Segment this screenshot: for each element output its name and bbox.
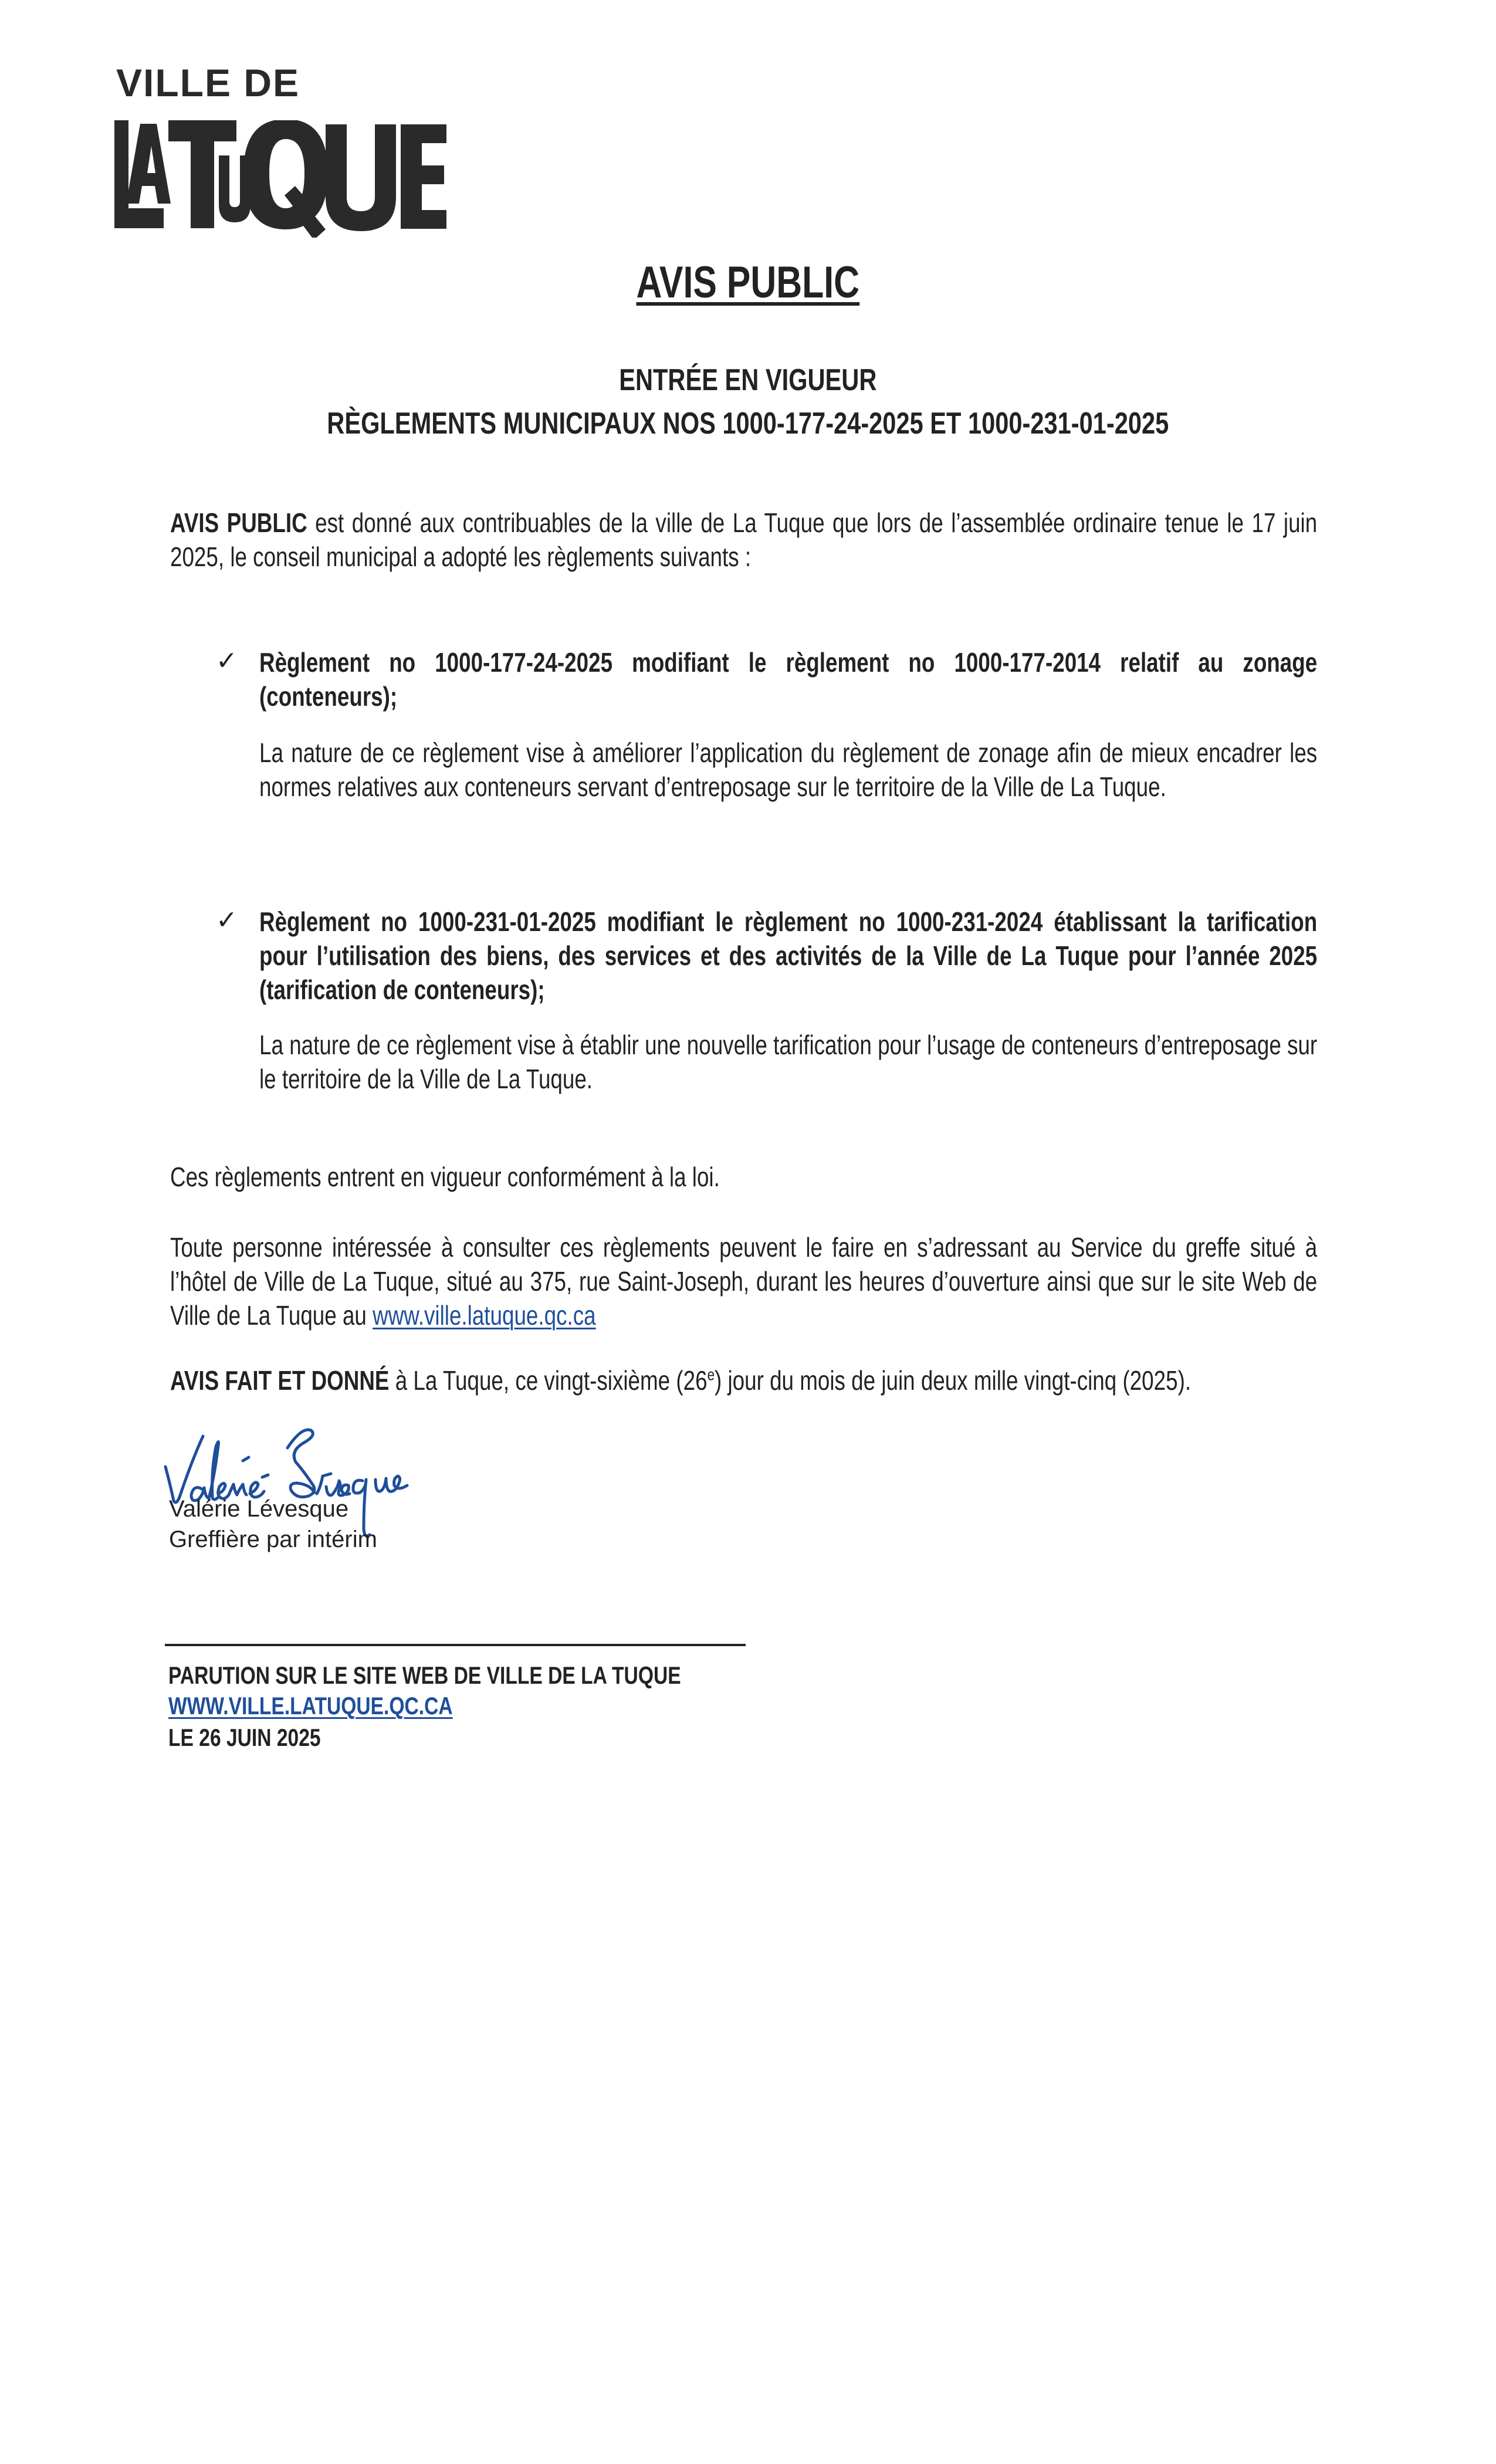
intro-text: est donné aux contribuables de la ville de La Tuque que lors de l’assemblée ordinaire tenue le 17 juin 2025, le conseil municipal a adopté les règlements suivants : xyxy=(170,507,1318,572)
footer-website-link[interactable]: WWW.VILLE.LATUQUE.QC.CA xyxy=(168,1692,453,1720)
consult-text: Toute personne intéressée à consulter ces règlements peuvent le faire en s’adressant au Service du greffe situé à l’hôtel de Ville de La Tuque, situé au 375, rue Saint-Joseph, durant les heures d’ouverture ainsi que sur le site Web de Ville de La Tuque au xyxy=(170,1232,1318,1331)
given-text-1: à La Tuque, ce vingt-sixième (26 xyxy=(389,1365,708,1396)
logo-letter-q xyxy=(243,120,328,238)
subtitle-line-1: ENTRÉE EN VIGUEUR xyxy=(619,363,877,397)
signatory-title: Greffière par intérim xyxy=(169,1527,377,1552)
given-paragraph xyxy=(170,1363,1325,1397)
logo-latuque xyxy=(114,120,361,238)
in-force-paragraph: Ces règlements entrent en vigueur conformément à la loi. xyxy=(170,1162,720,1192)
page-title: AVIS PUBLIC xyxy=(636,258,860,307)
logo-ville-de: VILLE DE xyxy=(116,61,300,104)
item-1-title: Règlement no 1000-177-24-2025 modifiant le règlement no 1000-177-2014 relatif au zonage (conteneurs); xyxy=(259,647,1318,712)
logo-latuque-ue xyxy=(326,124,449,242)
consult-paragraph xyxy=(170,1230,1317,1332)
logo-letter-a xyxy=(126,124,171,204)
footer-date: LE 26 JUIN 2025 xyxy=(168,1724,321,1751)
subtitle-line-2: RÈGLEMENTS MUNICIPAUX NOS 1000-177-24-2025 ET 1000-231-01-2025 xyxy=(327,407,1169,441)
logo-letter-e xyxy=(401,124,446,229)
given-bold-lead: AVIS FAIT ET DONNÉ xyxy=(170,1365,390,1396)
website-link[interactable]: www.ville.latuque.qc.ca xyxy=(373,1300,596,1331)
intro-bold-lead: AVIS PUBLIC xyxy=(170,507,307,538)
check-icon: ✓ xyxy=(216,647,238,675)
footer-divider xyxy=(165,1644,746,1646)
item-2-description: La nature de ce règlement vise à établir une nouvelle tarification pour l’usage de conteneurs d’entreposage sur le territoire de la Ville de La Tuque. xyxy=(259,1030,1318,1094)
logo-letter-u2 xyxy=(326,124,396,231)
intro-paragraph xyxy=(170,506,1317,574)
signatory-name: Valérie Lévesque xyxy=(169,1496,349,1522)
check-icon: ✓ xyxy=(216,906,238,935)
item-2-title: Règlement no 1000-231-01-2025 modifiant le règlement no 1000-231-2024 établissant la tarification pour l’utilisation des biens, des services et des activités de la Ville de La Tuque pour l’année 2025 (tarification de conteneurs); xyxy=(259,906,1318,1005)
item-1-description: La nature de ce règlement vise à améliorer l’application du règlement de zonage afin de mieux encadrer les normes relatives aux conteneurs servant d’entreposage sur le territoire de la Ville de La Tuque. xyxy=(259,737,1318,802)
given-text-2: ) jour du mois de juin deux mille vingt-cinq (2025). xyxy=(715,1365,1192,1396)
given-superscript: e xyxy=(707,1365,715,1384)
footer-publication-line: PARUTION SUR LE SITE WEB DE VILLE DE LA TUQUE xyxy=(168,1661,681,1689)
